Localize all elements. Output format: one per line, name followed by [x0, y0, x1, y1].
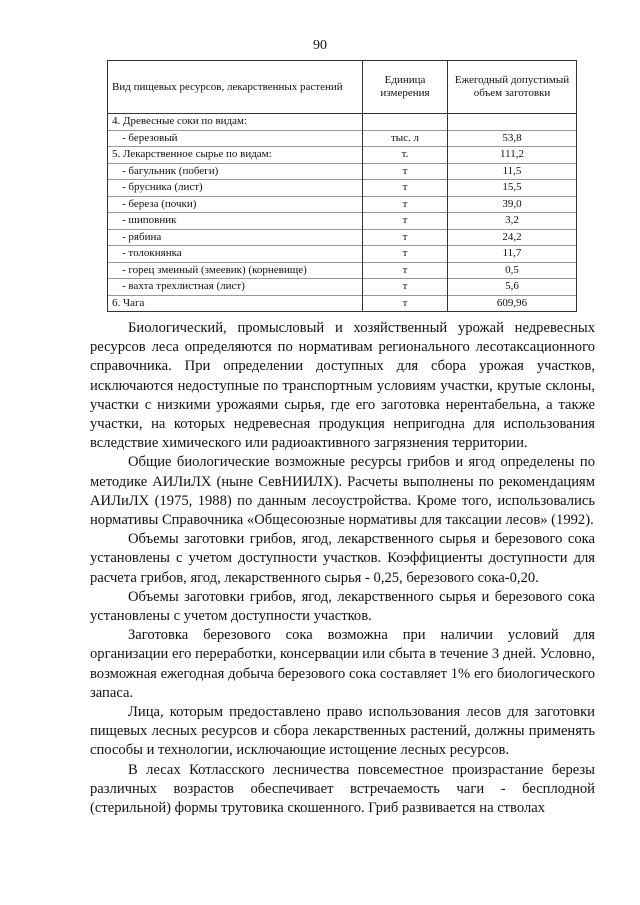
table-row — [108, 295, 577, 312]
row-name: - толокнянка — [108, 246, 363, 263]
row-unit — [363, 114, 448, 131]
paragraph: Лица, которым предоставлено право использования лесов для заготовки пищевых лесных ресурсов и сбора лекарственных растений, должны применять способы и технологии, исключающие истощение лесных ресурсов. — [90, 704, 595, 759]
row-name: - рябина — [108, 229, 363, 246]
paragraph: Биологический, промысловый и хозяйственный урожай недревесных ресурсов леса определяются по нормативам регионального лесотаксационного справочника. При определении доступных для сбора урожая участков, исключаются недоступные по транспортным условиям участки, крутые склоны, участки с низкими урожаями сырья, где его заготовка нерентабельна, а также участки, на которых недревесная продукция непригодна для использования вследствие химического или радиоактивного загрязнения территории. — [90, 320, 595, 452]
row-name: 5. Лекарственное сырье по видам: — [108, 147, 363, 164]
header-resource-type: Вид пищевых ресурсов, лекарственных растений — [108, 61, 363, 114]
paragraph: Заготовка березового сока возможна при наличии условий для организации его переработки, консервации или сбыта в течение 3 дней. Условно, возможная ежегодная добыча березового сока составляет 1% его биологического запаса. — [90, 627, 595, 701]
row-name: - горец змеиный (змеевик) (корневище) — [108, 262, 363, 279]
row-value: 39,0 — [448, 196, 577, 213]
paragraph: Объемы заготовки грибов, ягод, лекарственного сырья и березового сока установлены с учетом доступности участков. Коэффициенты доступности для расчета грибов, ягод, лекарственного сырья - 0,25, березового сока-0,20. — [90, 531, 595, 586]
row-value: 609,96 — [448, 295, 577, 312]
row-unit: т — [363, 246, 448, 263]
row-value: 3,2 — [448, 213, 577, 230]
row-unit: т — [363, 213, 448, 230]
row-unit: т — [363, 262, 448, 279]
row-unit: тыс. л — [363, 130, 448, 147]
header-unit: Единица измерения — [363, 61, 448, 114]
paragraph: Общие биологические возможные ресурсы грибов и ягод определены по методике АИЛиЛХ (ныне СевНИИЛХ). Расчеты выполнены по рекомендациям АИЛиЛХ (1975, 1988) по данным лесоустройства. Кроме того, использовались нормативы Справочника «Общесоюзные нормативы для таксации лесов» (1992). — [90, 454, 595, 529]
header-annual-volume: Ежегодный допустимый объем заготовки — [448, 61, 577, 114]
table-row — [108, 163, 577, 180]
row-unit: т — [363, 295, 448, 312]
row-unit: т — [363, 180, 448, 197]
resources-table — [107, 60, 577, 312]
row-value — [448, 114, 577, 131]
table-row — [108, 147, 577, 164]
row-name: - багульник (побеги) — [108, 163, 363, 180]
table-row — [108, 246, 577, 263]
row-unit: т — [363, 163, 448, 180]
row-value: 11,5 — [448, 163, 577, 180]
row-name: 6. Чага — [108, 295, 363, 312]
table-row — [108, 279, 577, 296]
row-unit: т. — [363, 147, 448, 164]
row-value: 5,6 — [448, 279, 577, 296]
table-row — [108, 229, 577, 246]
row-unit: т — [363, 196, 448, 213]
row-unit: т — [363, 279, 448, 296]
table-row — [108, 196, 577, 213]
row-name: 4. Древесные соки по видам: — [108, 114, 363, 131]
row-value: 53,8 — [448, 130, 577, 147]
paragraph: Объемы заготовки грибов, ягод, лекарственного сырья и березового сока установлены с учетом доступности участков. — [90, 588, 595, 625]
row-value: 111,2 — [448, 147, 577, 164]
body-text — [90, 319, 595, 818]
row-name: - вахта трехлистная (лист) — [108, 279, 363, 296]
table-row — [108, 180, 577, 197]
table-row — [108, 262, 577, 279]
paragraph: В лесах Котласского лесничества повсеместное произрастание березы различных возрастов обеспечивает встречаемость чаги - бесплодной (стерильной) формы трутовика скошенного. Гриб развивается на стволах — [90, 761, 595, 817]
row-value: 24,2 — [448, 229, 577, 246]
row-unit: т — [363, 229, 448, 246]
row-name: - брусника (лист) — [108, 180, 363, 197]
row-value: 15,5 — [448, 180, 577, 197]
row-value: 11,7 — [448, 246, 577, 263]
row-name: - береза (почки) — [108, 196, 363, 213]
table-row — [108, 130, 577, 147]
page-number: 90 — [313, 38, 327, 53]
table-row — [108, 213, 577, 230]
table-header-row — [108, 61, 577, 114]
row-name: - березовый — [108, 130, 363, 147]
row-name: - шиповник — [108, 213, 363, 230]
row-value: 0,5 — [448, 262, 577, 279]
table-row — [108, 114, 577, 131]
